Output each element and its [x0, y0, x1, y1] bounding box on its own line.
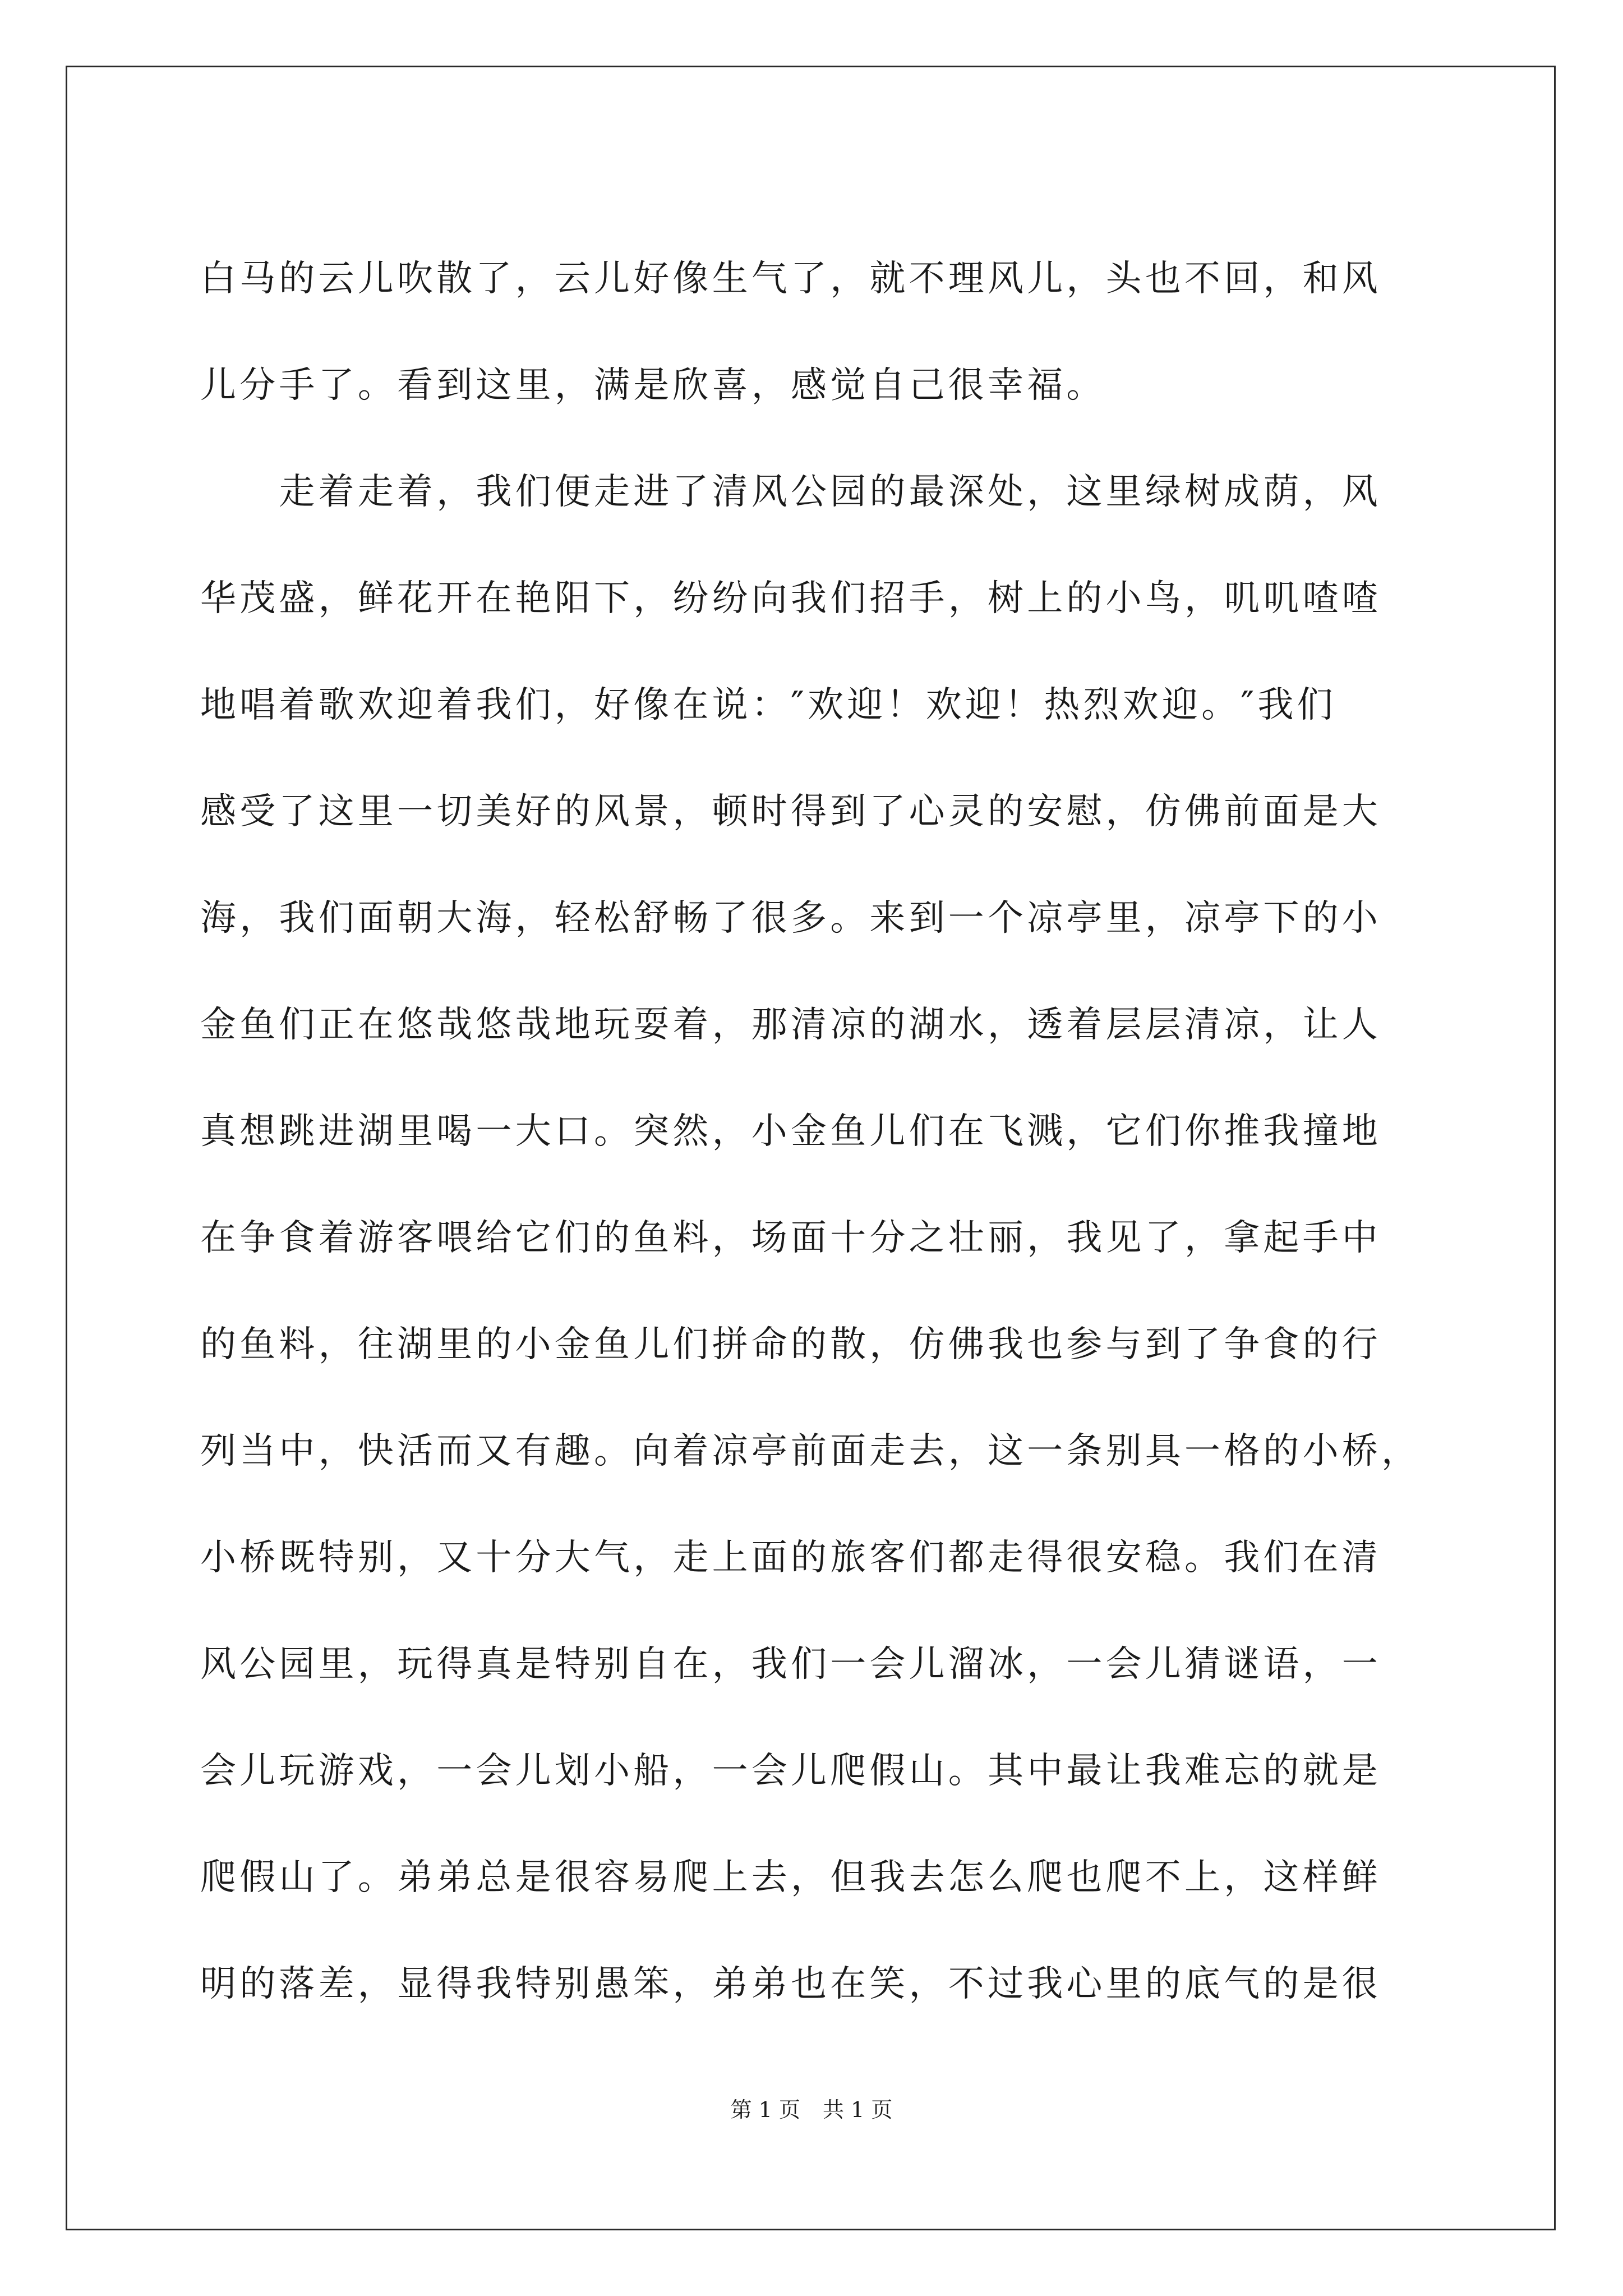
document-body [200, 226, 1423, 2037]
text-line: 金鱼们正在悠哉悠哉地玩耍着，那清凉的湖水，透着层层清凉，让人 [200, 1004, 1381, 1046]
text-line: 风公园里，玩得真是特别自在，我们一会儿溜冰，一会儿猜谜语，一 [200, 1644, 1381, 1685]
text-line: 华茂盛，鲜花开在艳阳下，纷纷向我们招手，树上的小鸟，叽叽喳喳 [200, 578, 1381, 619]
page-footer [0, 2092, 1623, 2123]
page-number: 第 1 页 [730, 2097, 800, 2122]
text-line: 海，我们面朝大海，轻松舒畅了很多。来到一个凉亭里，凉亭下的小 [200, 898, 1381, 939]
text-line: 儿分手了。看到这里，满是欣喜，感觉自己很幸福。 [200, 365, 1106, 406]
text-line: 会儿玩游戏，一会儿划小船，一会儿爬假山。其中最让我难忘的就是 [200, 1750, 1381, 1792]
text-line: 真想跳进湖里喝一大口。突然，小金鱼儿们在飞溅，它们你推我撞地 [200, 1111, 1381, 1152]
text-line: 小桥既特别，又十分大气，走上面的旅客们都走得很安稳。我们在清 [200, 1537, 1381, 1579]
text-line: 爬假山了。弟弟总是很容易爬上去，但我去怎么爬也爬不上，这样鲜 [200, 1857, 1381, 1898]
text-line: 感受了这里一切美好的风景，顿时得到了心灵的安慰，仿佛前面是大 [200, 791, 1381, 832]
text-line: 白马的云儿吹散了，云儿好像生气了，就不理风儿，头也不回，和风 [200, 258, 1381, 300]
text-line: 走着走着，我们便走进了清风公园的最深处，这里绿树成荫，风 [200, 471, 1381, 513]
page-total: 共 1 页 [823, 2097, 893, 2122]
text-line: 的鱼料，往湖里的小金鱼儿们拼命的散，仿佛我也参与到了争食的行 [200, 1324, 1381, 1365]
text-line: 列当中，快活而又有趣。向着凉亭前面走去，这一条别具一格的小桥， [200, 1430, 1421, 1472]
text-line: 在争食着游客喂给它们的鱼料，场面十分之壮丽，我见了，拿起手中 [200, 1217, 1381, 1259]
text-line: 明的落差，显得我特别愚笨，弟弟也在笑，不过我心里的底气的是很 [200, 1963, 1381, 2005]
text-line: 地唱着歌欢迎着我们，好像在说：″欢迎！欢迎！热烈欢迎。″我们 [200, 684, 1336, 726]
